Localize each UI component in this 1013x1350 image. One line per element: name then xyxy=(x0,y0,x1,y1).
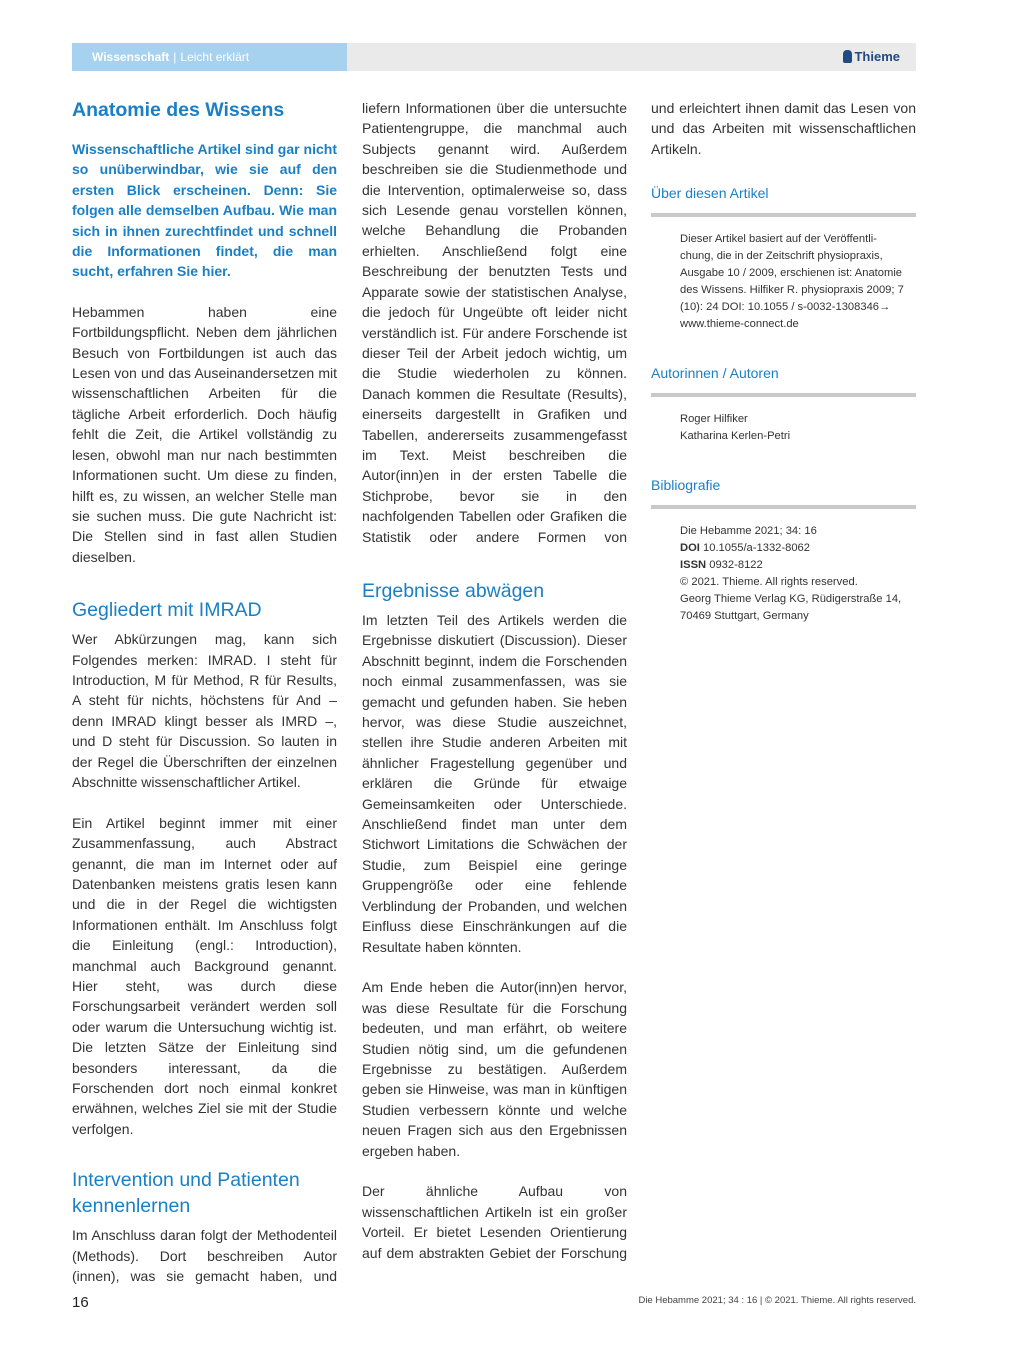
issn-label: ISSN xyxy=(680,559,707,571)
column-3 xyxy=(651,98,916,625)
heading-intervention: Intervention und Patienten kennenlernen xyxy=(72,1169,300,1218)
page-number: 16 xyxy=(72,1294,89,1311)
about-box xyxy=(651,231,916,333)
column-2 xyxy=(362,98,627,1262)
closing-paragraph-continued: und erleichtert ihnen damit das Lesen von und das Arbeiten mit wissenschaftlichen Artikeln. xyxy=(651,100,916,157)
authors-heading: Autorinnen / Autoren xyxy=(651,365,779,381)
doi-line xyxy=(680,540,916,557)
doi-label: DOI xyxy=(680,542,700,554)
address-line: 70469 Stuttgart, Germany xyxy=(680,610,809,622)
about-line: des Wissens. Hilfiker R. physiopraxis 2009; 7 xyxy=(680,284,904,296)
section-separator: | xyxy=(173,50,177,64)
article-title: Anatomie des Wissens xyxy=(72,99,285,121)
about-line: (10): 24 DOI: 10.1055 / s-0032-1308346→ xyxy=(680,301,891,313)
about-line: Ausgabe 10 / 2009, erschienen ist: Anatomie xyxy=(680,267,903,279)
thieme-logo-icon xyxy=(843,50,852,63)
heading-imrad: Gegliedert mit IMRAD xyxy=(72,599,262,622)
about-line: chung, die in der Zeitschrift physiopraxis, xyxy=(680,250,883,262)
discussion-paragraph: Im letzten Teil des Artikels werden die Ergebnisse diskutiert (Discussion). Dieser Abschnitt beginnt, indem die Forschenden noch einmal zusammenfassen, was sie gemacht und gefunden haben. Sie heben hervor, was diese Studie auszeichnet, stellen ihre Studie anderen Arbeiten mit ähnlicher Fragestellung gegenüber und erklären die Gründe für etwaige Gemeinsamkeiten oder Unterschiede. Anschließend findet man unter dem Stichwort Limitations die Schwächen der Studie, zum Beispiel eine geringe Gruppengröße oder eine fehlende Verblindung der Probanden, und welchen Einfluss diese Einschränkungen auf die Resultate haben könnten. xyxy=(362,612,627,955)
brand-name: Thieme xyxy=(854,49,900,64)
journal-citation: Die Hebamme 2021; 34: 16 xyxy=(680,525,817,537)
footer-citation: Die Hebamme 2021; 34 : 16 | © 2021. Thieme. All rights reserved. xyxy=(638,1295,916,1306)
intro-paragraph: Hebammen haben eine Fortbildungspflicht. Neben dem jährlichen Besuch von Fortbildungen ist auch das Lesen von und das Auseinandersetzen mit wissenschaftlichen Arbeiten für die tägliche Arbeit erforderlich. Doch häufig fehlt die Zeit, die Artikel vollständig zu lesen, obwohl man nur nach bestimmten Informationen sucht. Um diese zu finden, hilft es, zu wissen, an welcher Stelle man sie suchen muss. Die gute Nachricht ist: Die Stellen sind in fast allen Studien dieselben. xyxy=(72,303,337,565)
closing-paragraph: Der ähnliche Aufbau von wissenschaftlichen Artikeln ist ein großer Vorteil. Er bietet Lesenden Orientierung auf dem abstrakten Gebiet der Forschung xyxy=(362,1183,627,1261)
publisher-brand xyxy=(843,43,900,71)
page-header xyxy=(72,43,916,71)
methods-paragraph-continued: liefern Informationen über die untersuchte Patientengruppe, die manchmal auch Subjects genannt wird. Außerdem beschreiben sie die Studienmethode und die Intervention, optimalerweise so, dass sich Lesende genau vorstellen können, welche Behandlung die Probanden erhielten. Anschließend folgt eine Beschreibung der benutzten Tests und Apparate sowie der statistischen Analyse, die jedoch für Ungeübte oft leider nicht verständlich ist. Für andere Forschende ist dieser Teil der Arbeit jedoch wichtig, um die Studie wiederholen zu können. Danach kommen die Resultate (Results), einerseits dargestellt in Grafiken und Tabellen, andererseits zusammengefasst im Text. Meist beschreiben die Autor(inn)en in der ersten Tabelle die Stichprobe, bevor sie in den nachfolgenden Tabellen oder Grafiken die Statistik oder andere Formen von xyxy=(362,100,627,545)
authors-divider xyxy=(651,393,916,397)
imrad-paragraph: Wer Abkürzungen mag, kann sich Folgendes merken: IMRAD. I steht für Introduction, M für Method, R für Results, A steht für nichts, höchstens für And – denn IMRAD klingt besser als IMRD –, und D steht für Discussion. So lauten in der Regel die Überschriften der einzelnen Abschnitte wissenschaftlicher Artikel. xyxy=(72,631,337,790)
closing-continuation-frame xyxy=(651,98,916,159)
doi-value: 10.1055/a-1332-8062 xyxy=(703,542,810,554)
article-lead: Wissenschaftliche Artikel sind gar nicht so unüberwindbar, wie sie auf den ersten Blick erscheinen. Denn: Sie folgen alle demselben Aufbau. Wie man sich in ihnen zurechtfindet und schnell die Informationen findet, die man sucht, erfahren Sie hier. xyxy=(72,141,337,280)
column-1 xyxy=(72,98,337,1286)
copyright-line: © 2021. Thieme. All rights reserved. xyxy=(680,576,858,588)
abstract-paragraph: Ein Artikel beginnt immer mit einer Zusammenfassung, auch Abstract genannt, die man im Internet oder auf Datenbanken meistens gratis lesen kann und die in der Regel die wichtigsten Informationen enthält. Im Anschluss folgt die Einleitung (engl.: Introduction), manchmal auch Background genannt. Hier steht, was durch diese Forschungsarbeit verändert werden soll oder warum die Untersuchung wichtig ist. Die letzten Sätze der Einleitung sind besonders interessant, da die Forschenden dort noch einmal konkret erwähnen, welches Ziel sie mit der Studie verfolgen. xyxy=(72,814,337,1137)
conclusion-paragraph: Am Ende heben die Autor(inn)en hervor, was diese Resultate für die Forschung bedeuten, und man erfährt, ob weitere Studien nötig sind, um die gefundenen Ergebnisse zu bestätigen. Außerdem geben sie Hinweise, was man in künftigen Studien verbessern könnte und welche neuen Fragen sich aus den Ergebnissen ergeben haben. xyxy=(362,979,627,1159)
about-link[interactable]: www.thieme-connect.de xyxy=(680,318,799,330)
issn-line xyxy=(680,557,916,574)
methods-paragraph: Im Anschluss daran folgt der Methodenteil (Methods). Dort beschreiben Autor (innen), was sie gemacht haben, und xyxy=(72,1227,337,1285)
bibliography-divider xyxy=(651,505,916,509)
section-tab xyxy=(72,43,347,71)
author-name: Roger Hilfiker xyxy=(680,413,748,425)
authors-box xyxy=(651,411,916,445)
bibliography-heading: Bibliografie xyxy=(651,477,721,493)
about-line: Dieser Artikel basiert auf der Veröffentli- xyxy=(680,233,877,245)
about-heading: Über diesen Artikel xyxy=(651,185,769,201)
heading-ergebnisse: Ergebnisse abwägen xyxy=(362,580,545,602)
publisher-line: Georg Thieme Verlag KG, Rüdigerstraße 14, xyxy=(680,593,902,605)
subsection-label: Leicht erklärt xyxy=(180,50,250,64)
issn-value: 0932-8122 xyxy=(709,559,763,571)
about-divider xyxy=(651,213,916,217)
author-name: Katharina Kerlen-Petri xyxy=(680,430,791,442)
section-label: Wissenschaft xyxy=(92,50,170,64)
bibliography-box xyxy=(651,523,916,625)
methods-continuation-frame xyxy=(362,98,627,547)
